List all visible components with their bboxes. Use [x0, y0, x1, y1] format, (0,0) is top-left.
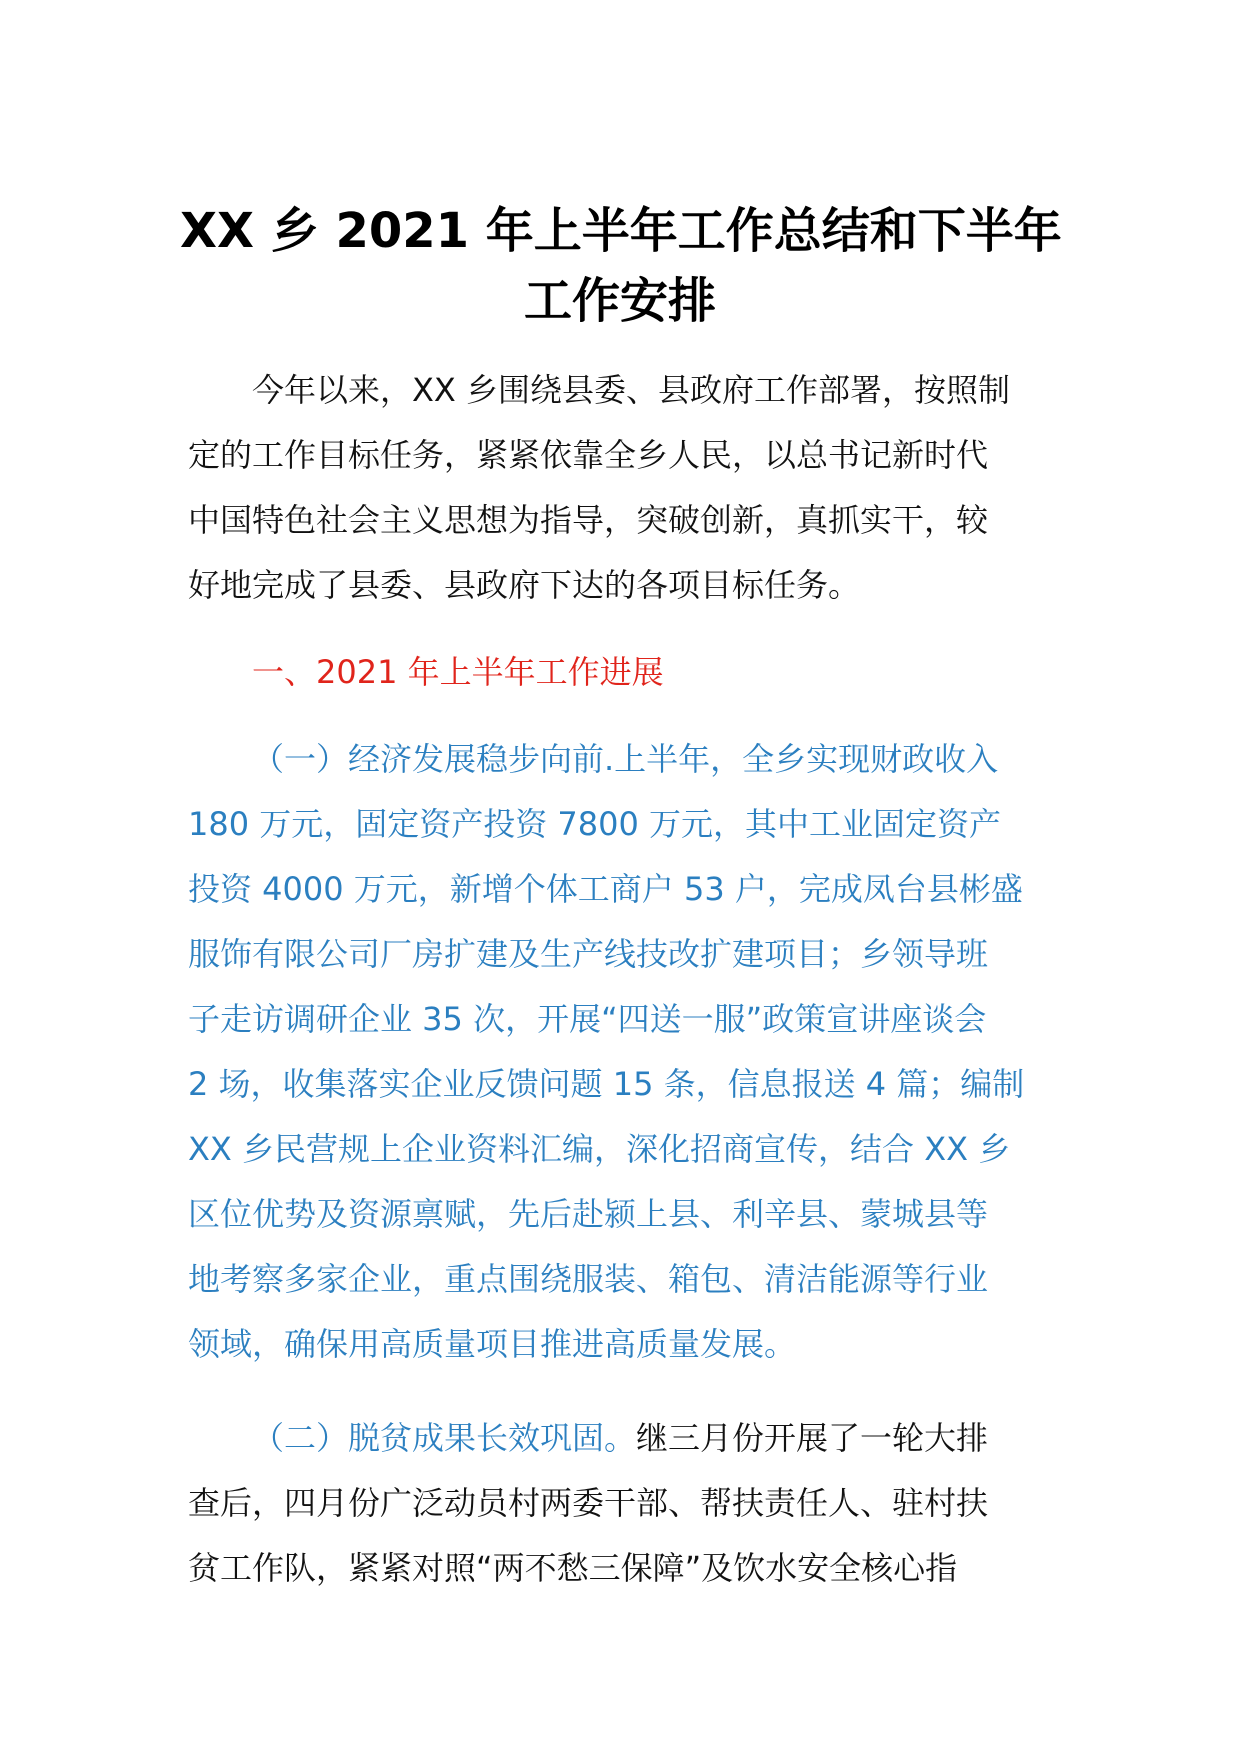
paragraph-line: 子走访调研企业 35 次，开展“四送一服”政策宣讲座谈会 [188, 1000, 987, 1038]
title-line: 工作安排 [523, 273, 716, 329]
paragraph-line: XX 乡民营规上企业资料汇编，深化招商宣传，结合 XX 乡 [188, 1130, 1011, 1168]
paragraph-line: （一）经济发展稳步向前.上半年，全乡实现财政收入 [252, 740, 999, 778]
section-2-text: 继三月份开展了一轮大排 [636, 1419, 989, 1457]
paragraph-line: 今年以来，XX 乡围绕县委、县政府工作部署，按照制 [252, 371, 1011, 409]
paragraph-line: 查后，四月份广泛动员村两委干部、帮扶责任人、驻村扶 [188, 1484, 989, 1522]
paragraph-line: 180 万元，固定资产投资 7800 万元，其中工业固定资产 [188, 805, 1002, 843]
paragraph-line: 好地完成了县委、县政府下达的各项目标任务。 [188, 566, 861, 604]
intro-paragraph [188, 358, 1056, 618]
document-title [180, 196, 1060, 336]
paragraph-line: 定的工作目标任务，紧紧依靠全乡人民，以总书记新时代 [188, 436, 989, 474]
paragraph-line: 投资 4000 万元，新增个体工商户 53 户，完成凤台县彬盛 [188, 870, 1023, 908]
paragraph-line: 地考察多家企业，重点围绕服装、箱包、清洁能源等行业 [188, 1260, 989, 1298]
paragraph-line: 2 场，收集落实企业反馈问题 15 条，信息报送 4 篇；编制 [188, 1065, 1025, 1103]
paragraph-line [188, 1406, 1056, 1471]
section-1-paragraph [188, 727, 1056, 1377]
section-2-paragraph [188, 1406, 1056, 1601]
paragraph-line: 领域，确保用高质量项目推进高质量发展。 [188, 1325, 797, 1363]
title-line: XX 乡 2021 年上半年工作总结和下半年 [180, 203, 1062, 259]
paragraph-line: 贫工作队，紧紧对照“两不愁三保障”及饮水安全核心指 [188, 1549, 958, 1587]
paragraph-line: 服饰有限公司厂房扩建及生产线技改扩建项目；乡领导班 [188, 935, 989, 973]
section-heading-1 [188, 640, 1056, 705]
paragraph-line: 区位优势及资源禀赋，先后赴颍上县、利辛县、蒙城县等 [188, 1195, 989, 1233]
paragraph-line: 中国特色社会主义思想为指导，突破创新，真抓实干，较 [188, 501, 989, 539]
heading-text: 一、2021 年上半年工作进展 [252, 653, 664, 691]
section-2-heading: （二）脱贫成果长效巩固。 [252, 1419, 637, 1457]
